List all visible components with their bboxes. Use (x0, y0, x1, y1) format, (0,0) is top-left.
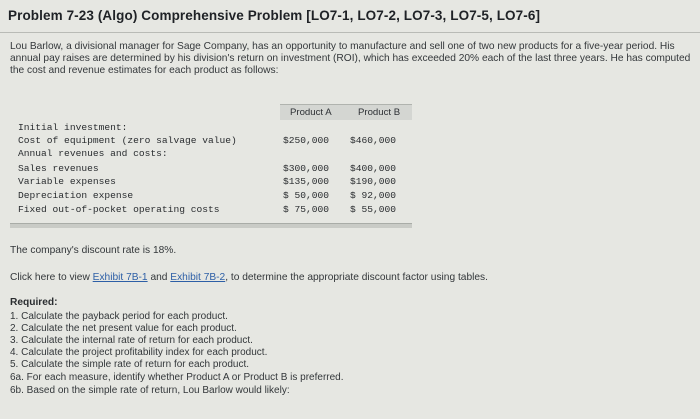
cell-product-b: $400,000 (350, 163, 397, 174)
problem-intro: Lou Barlow, a divisional manager for Sage Company, has an opportunity to manufacture and sell one of two new products for a five-year period. His annual pay raises are determined by his division's return on investment (ROI), which has exceeded 20% each of the last three years. He has computed the cost and revenue estimates for each product as follows: (10, 41, 691, 77)
exhibit-suffix: , to determine the appropriate discount factor using tables. (225, 272, 488, 283)
row-label: Initial investment: (18, 122, 128, 133)
table-bottom-rule (10, 223, 412, 228)
exhibit-7b-1-link[interactable]: Exhibit 7B-1 (92, 272, 148, 283)
required-item: 6b. Based on the simple rate of return, Lou Barlow would likely: (10, 385, 290, 396)
cell-product-a: $ 50,000 (283, 190, 330, 201)
exhibit-7b-2-link[interactable]: Exhibit 7B-2 (170, 272, 226, 283)
cell-product-b: $ 55,000 (350, 204, 397, 215)
row-label: Fixed out-of-pocket operating costs (18, 204, 220, 215)
discount-rate-text: The company's discount rate is 18%. (10, 245, 177, 256)
cell-product-a: $135,000 (283, 176, 330, 187)
row-label: Sales revenues (18, 163, 99, 174)
exhibit-line (10, 272, 488, 283)
cell-product-b: $190,000 (350, 176, 397, 187)
required-item: 3. Calculate the internal rate of return for each product. (10, 335, 253, 346)
required-item: 4. Calculate the project profitability index for each product. (10, 347, 268, 358)
row-label: Variable expenses (18, 176, 116, 187)
cell-product-b: $ 92,000 (350, 190, 397, 201)
column-header-product-b: Product B (358, 107, 401, 118)
required-item: 5. Calculate the simple rate of return for each product. (10, 359, 250, 370)
exhibit-and: and (147, 272, 171, 283)
estimates-table (10, 104, 412, 224)
cell-product-b: $460,000 (350, 135, 397, 146)
table-header (280, 104, 412, 120)
required-item: 6a. For each measure, identify whether Product A or Product B is preferred. (10, 372, 344, 383)
row-label: Annual revenues and costs: (18, 148, 168, 159)
row-label: Depreciation expense (18, 190, 134, 201)
row-label: Cost of equipment (zero salvage value) (18, 135, 237, 146)
column-header-product-a: Product A (290, 107, 332, 118)
problem-title: Problem 7-23 (Algo) Comprehensive Problem [LO7-1, LO7-2, LO7-3, LO7-5, LO7-6] (8, 8, 541, 23)
required-item: 2. Calculate the net present value for each product. (10, 323, 237, 334)
required-heading: Required: (10, 297, 58, 308)
exhibit-prefix: Click here to view (10, 272, 93, 283)
cell-product-a: $ 75,000 (283, 204, 330, 215)
title-divider (0, 32, 700, 33)
cell-product-a: $300,000 (283, 163, 330, 174)
required-item: 1. Calculate the payback period for each product. (10, 311, 228, 322)
cell-product-a: $250,000 (283, 135, 330, 146)
